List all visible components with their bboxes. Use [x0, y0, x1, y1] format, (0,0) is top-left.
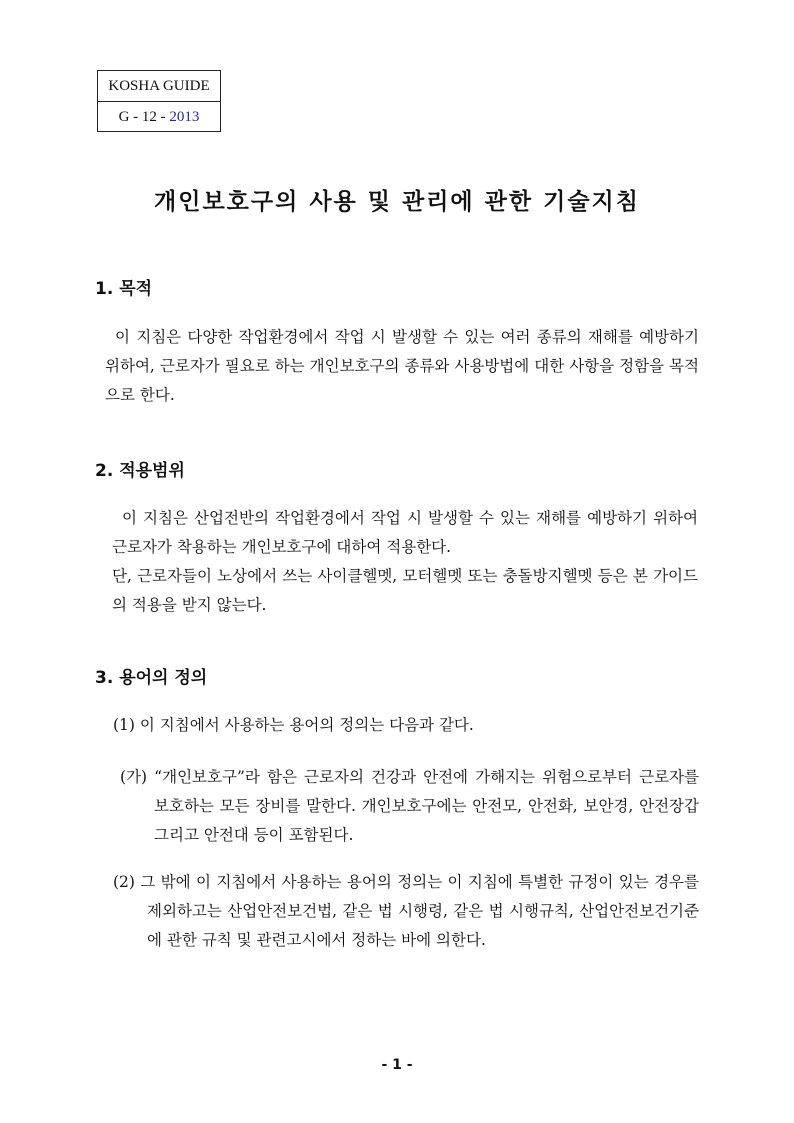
guide-code: [98, 101, 220, 132]
guide-label: KOSHA GUIDE: [108, 78, 210, 94]
page-number: - 1 -: [381, 1057, 413, 1073]
section-scope-exception: 단, 근로자들이 노상에서 쓰는 사이클헬멧, 모터헬멧 또는 충돌방지헬멧 등은 본 가이드의 적용을 받지 않는다.: [112, 567, 698, 614]
guide-label-box: [97, 70, 221, 132]
section-heading-scope: 2. 적용범위: [95, 461, 185, 481]
definition-item-2: (2) 그 밖에 이 지침에서 사용하는 용어의 정의는 이 지침에 특별한 규정이 있는 경우를 제외하고는 산업안전보건법, 같은 법 시행령, 같은 법 시행규칙, 산업안전보건기준에 관한 규칙 및 관련고시에서 정하는 바에 의한다.: [113, 873, 699, 949]
section-heading-purpose: 1. 목적: [95, 279, 153, 299]
section-purpose-paragraph: 이 지침은 다양한 작업환경에서 작업 시 발생할 수 있는 여러 종류의 재해를 예방하기 위하여, 근로자가 필요로 하는 개인보호구의 종류와 사용방법에 대한 사항을 정함을 목적으로 한다.: [105, 328, 699, 404]
section-scope-paragraph: 이 지침은 산업전반의 작업환경에서 작업 시 발생할 수 있는 재해를 예방하기 위하여 근로자가 착용하는 개인보호구에 대하여 적용한다.: [112, 509, 698, 556]
section-heading-definitions: 3. 용어의 정의: [95, 668, 208, 688]
definition-item-1: (1) 이 지침에서 사용하는 용어의 정의는 다음과 같다.: [113, 716, 474, 734]
guide-code-year: 2013: [169, 109, 200, 125]
guide-code-prefix: G - 12 -: [118, 109, 166, 125]
document-title: 개인보호구의 사용 및 관리에 관한 기술지침: [154, 189, 640, 215]
definition-item-1a: (가) “개인보호구”라 함은 근로자의 건강과 안전에 가해지는 위험으로부터 근로자를 보호하는 모든 장비를 말한다. 개인보호구에는 안전모, 안전화, 보안경, 안전장갑 그리고 안전대 등이 포함된다.: [120, 768, 699, 844]
